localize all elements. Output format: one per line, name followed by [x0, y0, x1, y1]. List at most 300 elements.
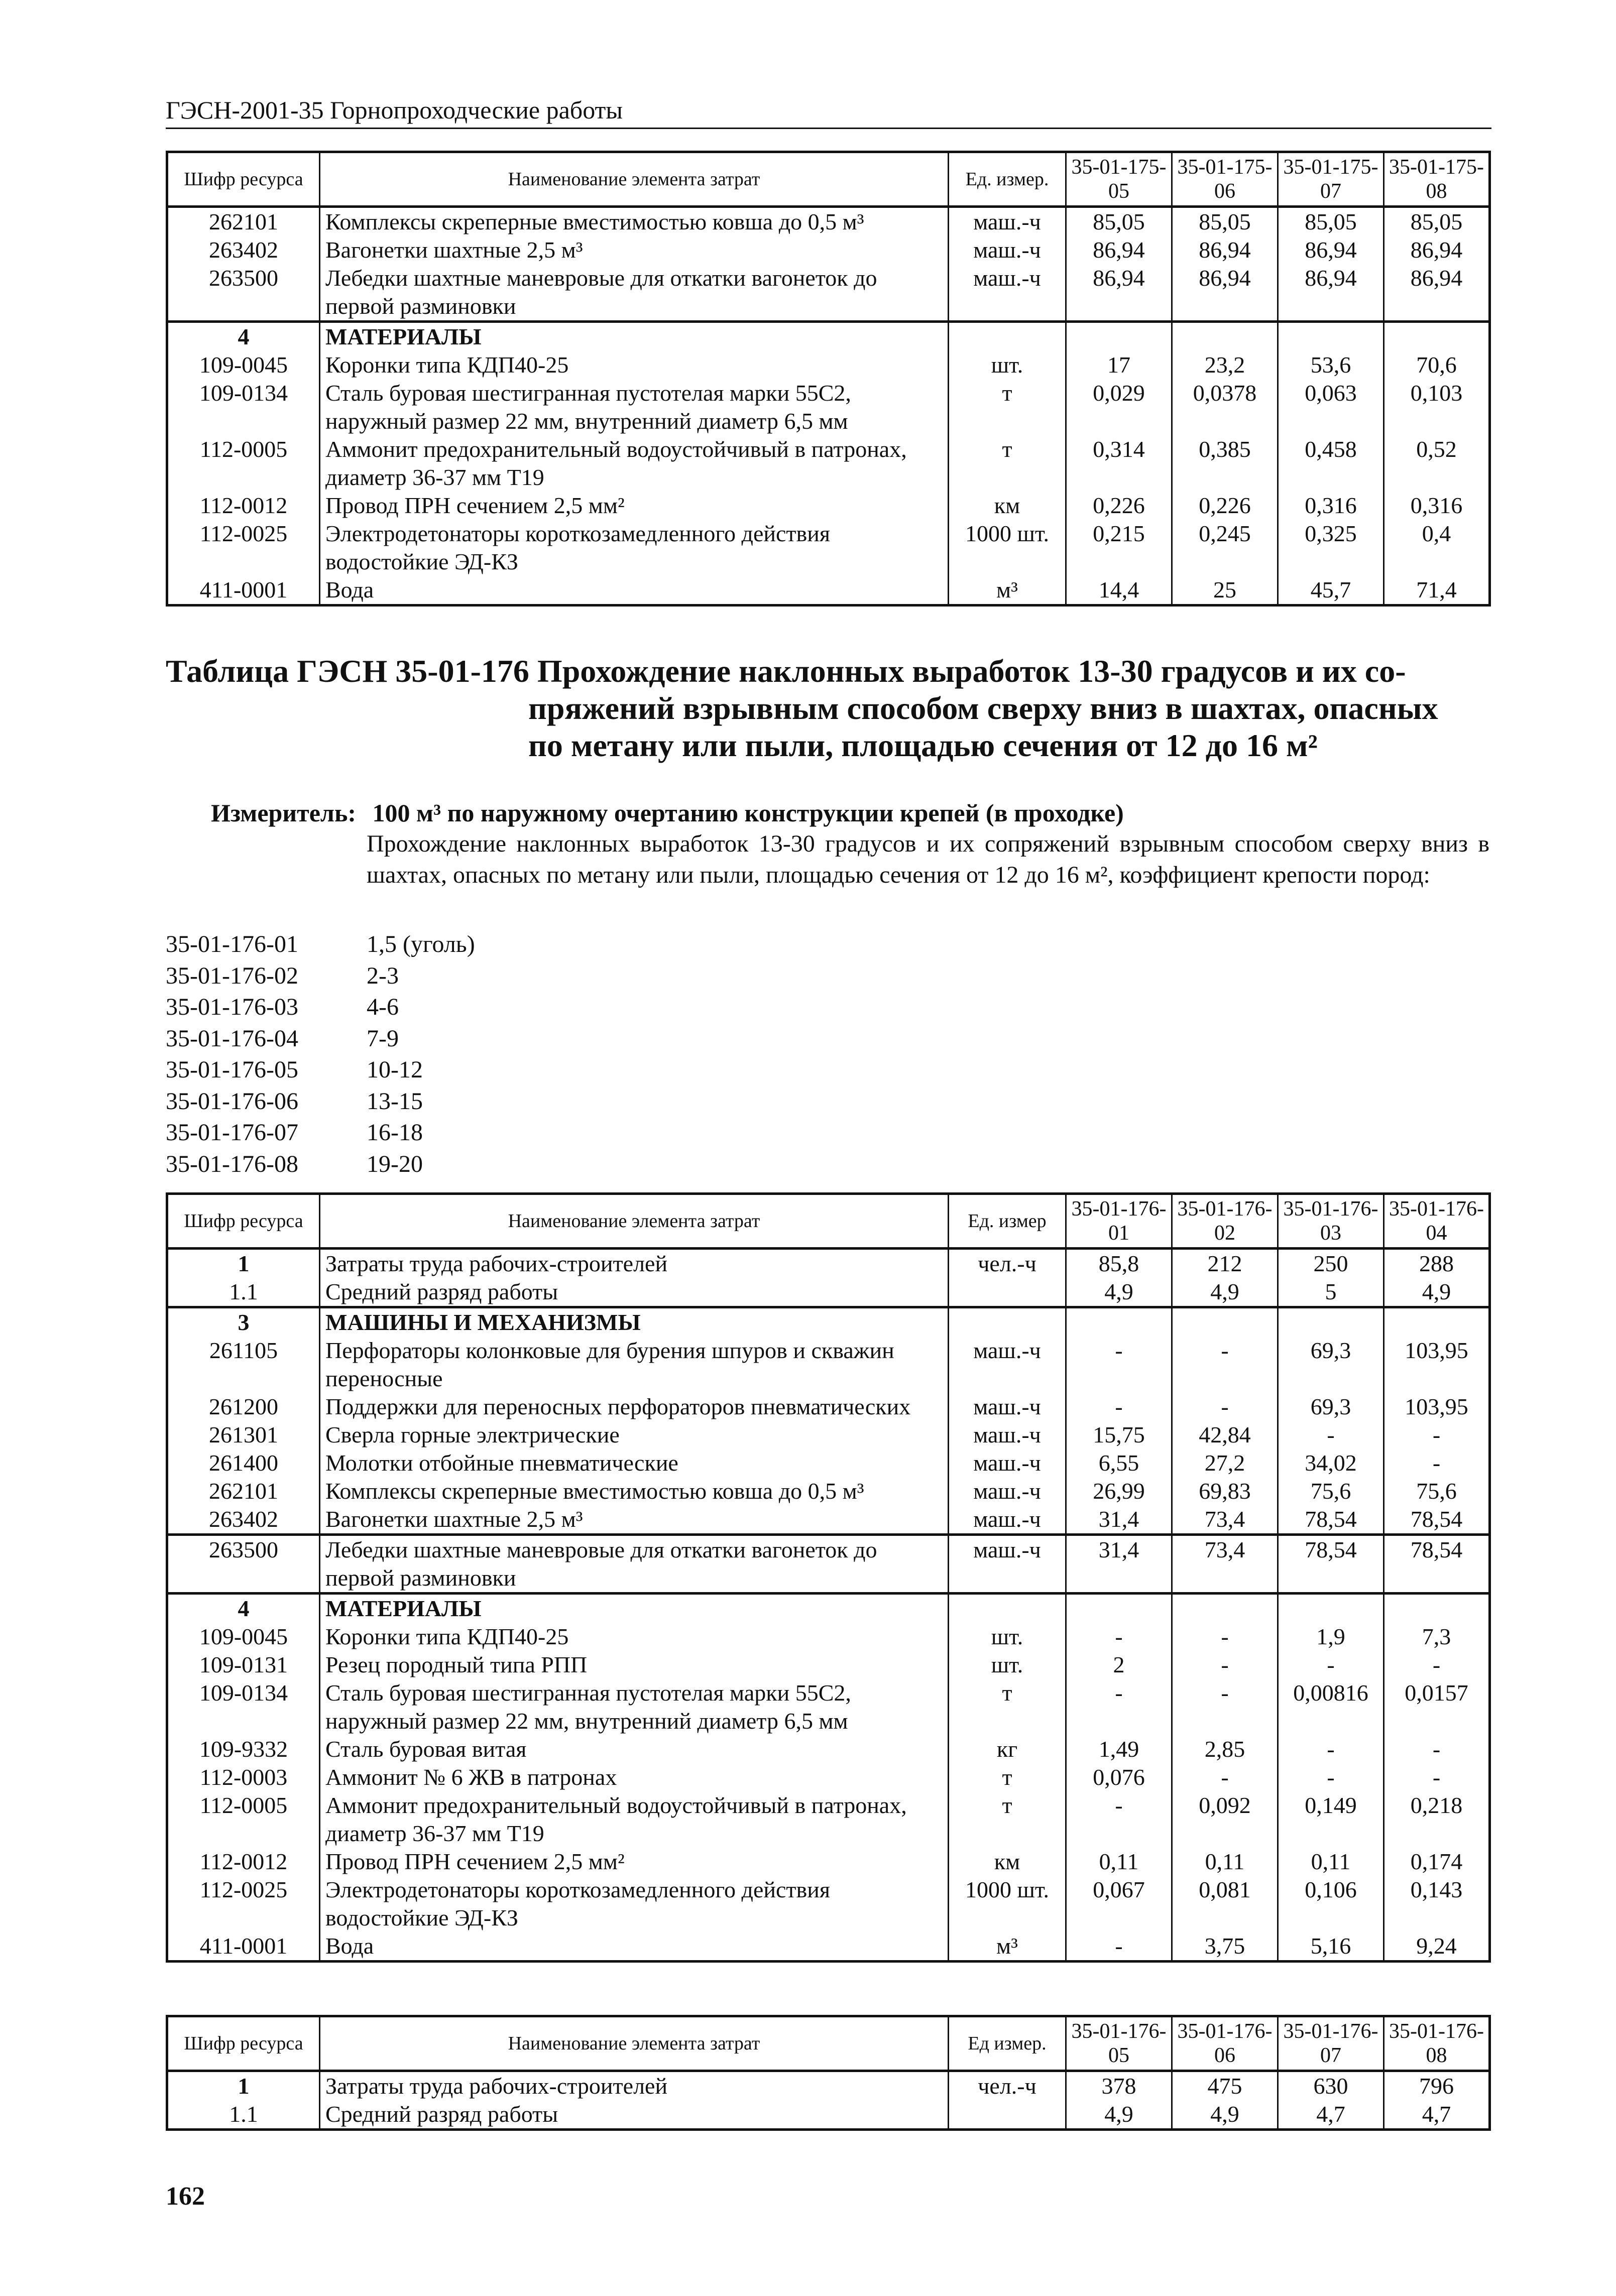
code-list-item	[166, 992, 475, 1023]
norm-value: -	[1384, 1421, 1490, 1449]
resource-unit: шт.	[949, 1623, 1066, 1651]
norm-value	[1384, 322, 1490, 351]
table-row	[167, 1249, 1490, 1278]
resource-name: Аммонит № 6 ЖВ в патронах	[320, 1763, 949, 1791]
norm-value: -	[1384, 1449, 1490, 1477]
resource-name: МАТЕРИАЛЫ	[320, 1594, 949, 1623]
table-row	[167, 1421, 1490, 1449]
norm-value: 15,75	[1066, 1421, 1172, 1449]
resource-code: 112-0005	[167, 1791, 320, 1848]
resource-unit: шт.	[949, 1651, 1066, 1679]
norm-value: 7,3	[1384, 1623, 1490, 1651]
norm-value: 5,16	[1278, 1932, 1384, 1962]
resource-code: 261301	[167, 1421, 320, 1449]
norm-value: 0,081	[1172, 1876, 1278, 1932]
col-header-code: Шифр ресурса	[167, 1194, 320, 1249]
col-header-norm: 35-01-175-05	[1066, 152, 1172, 207]
code-list-item	[166, 1149, 475, 1180]
resource-unit: маш.-ч	[949, 207, 1066, 236]
table-row	[167, 1278, 1490, 1307]
resource-code: 1	[167, 1249, 320, 1278]
resource-code: 4	[167, 1594, 320, 1623]
norm-value: 4,9	[1172, 2100, 1278, 2130]
norm-value	[1278, 1307, 1384, 1337]
norm-value: 0,458	[1278, 435, 1384, 492]
norm-value: -	[1066, 1623, 1172, 1651]
resource-name: Аммонит предохранительный водоустойчивый в патронах, диаметр 36-37 мм Т19	[320, 435, 949, 492]
norm-code: 35-01-176-07	[166, 1119, 298, 1146]
table-row	[167, 1505, 1490, 1535]
resource-unit: м³	[949, 1932, 1066, 1962]
norm-value: 86,94	[1278, 264, 1384, 322]
resource-unit: т	[949, 1791, 1066, 1848]
table-row	[167, 1848, 1490, 1876]
norm-value: 17	[1066, 351, 1172, 379]
norm-value: 0,11	[1172, 1848, 1278, 1876]
title-line-2: пряжений взрывным способом сверху вниз в шахтах, опасных	[528, 690, 1438, 726]
resource-unit: м³	[949, 576, 1066, 606]
section-row	[167, 1307, 1490, 1337]
col-header-norm: 35-01-175-08	[1384, 152, 1490, 207]
col-header-code: Шифр ресурса	[167, 152, 320, 207]
norm-value: 0,215	[1066, 520, 1172, 576]
norm-value: 0,325	[1278, 520, 1384, 576]
resource-name: Сверла горные электрические	[320, 1421, 949, 1449]
table-row	[167, 1535, 1490, 1594]
norm-value: 0,11	[1278, 1848, 1384, 1876]
norm-value: 6,55	[1066, 1449, 1172, 1477]
norm-value: 78,54	[1384, 1505, 1490, 1535]
resource-code: 261400	[167, 1449, 320, 1477]
resource-name: Вода	[320, 576, 949, 606]
norm-value	[1066, 1594, 1172, 1623]
resource-unit: кг	[949, 1735, 1066, 1763]
code-list-item	[166, 1023, 475, 1055]
norm-value: -	[1066, 1393, 1172, 1421]
resource-unit: маш.-ч	[949, 1505, 1066, 1535]
resource-code: 1	[167, 2071, 320, 2101]
resource-unit: маш.-ч	[949, 236, 1066, 264]
rock-hardness: 1,5 (уголь)	[367, 931, 475, 957]
norm-value: 1,9	[1278, 1623, 1384, 1651]
measure	[211, 798, 1124, 827]
resource-code: 112-0025	[167, 1876, 320, 1932]
resource-code: 1.1	[167, 1278, 320, 1307]
resource-code: 411-0001	[167, 1932, 320, 1962]
resource-code: 411-0001	[167, 576, 320, 606]
norm-value: 4,9	[1384, 1278, 1490, 1307]
norm-value: 0,11	[1066, 1848, 1172, 1876]
resource-name: Комплексы скреперные вместимостью ковша до 0,5 м³	[320, 207, 949, 236]
resource-code: 1.1	[167, 2100, 320, 2130]
norm-value: 0,314	[1066, 435, 1172, 492]
norm-value: 0,00816	[1278, 1679, 1384, 1735]
rock-hardness: 13-15	[367, 1087, 423, 1115]
table-row	[167, 435, 1490, 492]
running-header: ГЭСН-2001-35 Горнопроходческие работы	[166, 95, 1491, 129]
title-line-3: по метану или пыли, площадью сечения от 12 до 16 м²	[528, 728, 1318, 763]
resource-name: Лебедки шахтные маневровые для откатки вагонеток до первой разминовки	[320, 1535, 949, 1594]
col-header-unit: Ед. измер.	[949, 152, 1066, 207]
resource-name: Лебедки шахтные маневровые для откатки вагонеток до первой разминовки	[320, 264, 949, 322]
norm-value	[1066, 322, 1172, 351]
norm-value: 0,076	[1066, 1763, 1172, 1791]
resource-code: 109-0045	[167, 1623, 320, 1651]
norm-value: 86,94	[1066, 264, 1172, 322]
resource-name: Средний разряд работы	[320, 2100, 949, 2130]
table-row	[167, 2071, 1490, 2101]
norm-value	[1384, 1307, 1490, 1337]
norm-value: 0,103	[1384, 379, 1490, 435]
norm-value: 212	[1172, 1249, 1278, 1278]
norm-value: 0,52	[1384, 435, 1490, 492]
header-row	[167, 1194, 1490, 1249]
col-header-norm: 35-01-176-01	[1066, 1194, 1172, 1249]
norm-value: 0,092	[1172, 1791, 1278, 1848]
code-list-item	[166, 1117, 475, 1149]
rock-hardness: 7-9	[367, 1025, 399, 1052]
table-row	[167, 492, 1490, 520]
norm-value	[1278, 1594, 1384, 1623]
norm-value: 14,4	[1066, 576, 1172, 606]
norm-value: -	[1066, 1679, 1172, 1735]
resource-name: Резец породный типа РПП	[320, 1651, 949, 1679]
resource-name: Поддержки для переносных перфораторов пневматических	[320, 1393, 949, 1421]
resource-table-176-05-08	[166, 2015, 1491, 2131]
norm-value: 288	[1384, 1249, 1490, 1278]
norm-value: 0,316	[1278, 492, 1384, 520]
norm-value: 4,9	[1066, 1278, 1172, 1307]
section-row	[167, 322, 1490, 351]
resource-unit	[949, 1594, 1066, 1623]
norm-code: 35-01-176-05	[166, 1056, 298, 1083]
resource-code: 112-0012	[167, 492, 320, 520]
resource-code: 263402	[167, 1505, 320, 1535]
norm-value: 0,0157	[1384, 1679, 1490, 1735]
col-header-code: Шифр ресурса	[167, 2016, 320, 2071]
resource-code: 261200	[167, 1393, 320, 1421]
resource-unit	[949, 1307, 1066, 1337]
code-list-item	[166, 1054, 475, 1086]
norm-value: 85,8	[1066, 1249, 1172, 1278]
col-header-name: Наименование элемента затрат	[320, 152, 949, 207]
col-header-norm: 35-01-176-03	[1278, 1194, 1384, 1249]
table-row	[167, 207, 1490, 236]
code-list-item	[166, 960, 475, 992]
col-header-name: Наименование элемента затрат	[320, 1194, 949, 1249]
table-row	[167, 1449, 1490, 1477]
col-header-norm: 35-01-175-07	[1278, 152, 1384, 207]
table-row	[167, 1679, 1490, 1735]
rock-hardness: 16-18	[367, 1119, 423, 1146]
col-header-unit: Ед измер.	[949, 2016, 1066, 2071]
resource-name: Сталь буровая витая	[320, 1735, 949, 1763]
col-header-name: Наименование элемента затрат	[320, 2016, 949, 2071]
resource-unit: т	[949, 1763, 1066, 1791]
norm-value: 475	[1172, 2071, 1278, 2101]
norm-code: 35-01-176-06	[166, 1087, 298, 1115]
resource-code: 262101	[167, 1477, 320, 1505]
norm-value: 0,245	[1172, 520, 1278, 576]
norm-value: 23,2	[1172, 351, 1278, 379]
norm-value: -	[1066, 1932, 1172, 1962]
col-header-norm: 35-01-176-06	[1172, 2016, 1278, 2071]
norm-value: 86,94	[1384, 264, 1490, 322]
norm-value: 27,2	[1172, 1449, 1278, 1477]
resource-name: Провод ПРН сечением 2,5 мм²	[320, 1848, 949, 1876]
table-row	[167, 264, 1490, 322]
rock-hardness: 2-3	[367, 962, 399, 989]
norm-value: 31,4	[1066, 1505, 1172, 1535]
norm-value: 0,4	[1384, 520, 1490, 576]
resource-unit: шт.	[949, 351, 1066, 379]
resource-name: Средний разряд работы	[320, 1278, 949, 1307]
norm-value: 69,3	[1278, 1337, 1384, 1393]
col-header-norm: 35-01-175-06	[1172, 152, 1278, 207]
table-title	[166, 653, 1491, 764]
norm-value: 73,4	[1172, 1535, 1278, 1594]
norm-value: -	[1172, 1679, 1278, 1735]
work-description: Прохождение наклонных выработок 13-30 градусов и их сопряжений взрывным способом сверху вниз в шахтах, опасных по метану или пыли, площадью сечения от 12 до 16 м², коэффициент крепости пород:	[367, 830, 1489, 888]
code-list-item	[166, 1086, 475, 1118]
table-row	[167, 1876, 1490, 1932]
norm-value: 71,4	[1384, 576, 1490, 606]
norm-value: 75,6	[1278, 1477, 1384, 1505]
resource-unit	[949, 322, 1066, 351]
norm-value: -	[1172, 1393, 1278, 1421]
norm-value: 78,54	[1278, 1505, 1384, 1535]
code-list-item	[166, 929, 475, 960]
norm-value: 34,02	[1278, 1449, 1384, 1477]
resource-code: 112-0005	[167, 435, 320, 492]
norm-value: 0,385	[1172, 435, 1278, 492]
norm-value: 78,54	[1278, 1535, 1384, 1594]
norm-value: 0,063	[1278, 379, 1384, 435]
col-header-unit: Ед. измер	[949, 1194, 1066, 1249]
norm-value: -	[1384, 1651, 1490, 1679]
resource-code: 112-0025	[167, 520, 320, 576]
resource-unit: маш.-ч	[949, 264, 1066, 322]
norm-value: 4,9	[1172, 1278, 1278, 1307]
norm-value: 103,95	[1384, 1337, 1490, 1393]
norm-value: -	[1172, 1623, 1278, 1651]
table-row	[167, 576, 1490, 606]
norm-value: 86,94	[1066, 236, 1172, 264]
resource-name: Коронки типа КДП40-25	[320, 351, 949, 379]
measure-label: Измеритель:	[211, 799, 357, 827]
resource-unit: маш.-ч	[949, 1449, 1066, 1477]
norm-value: -	[1278, 1421, 1384, 1449]
norm-value	[1278, 322, 1384, 351]
norm-value: -	[1384, 1763, 1490, 1791]
measure-value: 100 м³ по наружному очертанию конструкции крепей (в проходке)	[372, 799, 1124, 827]
resource-name: Затраты труда рабочих-строителей	[320, 2071, 949, 2101]
norm-value: 26,99	[1066, 1477, 1172, 1505]
resource-code: 3	[167, 1307, 320, 1337]
norm-value: 796	[1384, 2071, 1490, 2101]
norm-value: 9,24	[1384, 1932, 1490, 1962]
table-row	[167, 520, 1490, 576]
table-row	[167, 351, 1490, 379]
norm-value: 0,226	[1066, 492, 1172, 520]
resource-code: 109-0134	[167, 1679, 320, 1735]
resource-name: Сталь буровая шестигранная пустотелая марки 55С2, наружный размер 22 мм, внутренний диаметр 6,5 мм	[320, 379, 949, 435]
rock-hardness: 10-12	[367, 1056, 423, 1083]
norm-value	[1172, 1594, 1278, 1623]
norm-value: 85,05	[1066, 207, 1172, 236]
table-row	[167, 236, 1490, 264]
norm-value: 0,067	[1066, 1876, 1172, 1932]
table-row	[167, 1763, 1490, 1791]
resource-name: Вода	[320, 1932, 949, 1962]
norm-code: 35-01-176-08	[166, 1150, 298, 1177]
resource-unit: т	[949, 1679, 1066, 1735]
resource-code: 112-0012	[167, 1848, 320, 1876]
norm-value: 103,95	[1384, 1393, 1490, 1421]
norm-value	[1172, 322, 1278, 351]
norm-value: 69,83	[1172, 1477, 1278, 1505]
norm-value: 85,05	[1384, 207, 1490, 236]
norm-value: -	[1278, 1735, 1384, 1763]
norm-value: 0,226	[1172, 492, 1278, 520]
code-list	[166, 929, 475, 1180]
norm-value: 0,149	[1278, 1791, 1384, 1848]
col-header-norm: 35-01-176-07	[1278, 2016, 1384, 2071]
norm-value: -	[1278, 1651, 1384, 1679]
col-header-norm: 35-01-176-08	[1384, 2016, 1490, 2071]
norm-value: 0,029	[1066, 379, 1172, 435]
norm-value: 42,84	[1172, 1421, 1278, 1449]
resource-table-176-01-04	[166, 1192, 1491, 1963]
resource-unit: маш.-ч	[949, 1393, 1066, 1421]
resource-unit: т	[949, 435, 1066, 492]
table-row	[167, 1393, 1490, 1421]
norm-code: 35-01-176-04	[166, 1025, 298, 1052]
resource-code: 109-0045	[167, 351, 320, 379]
header-row	[167, 2016, 1490, 2071]
resource-unit: км	[949, 492, 1066, 520]
resource-unit: 1000 шт.	[949, 1876, 1066, 1932]
norm-value: 45,7	[1278, 576, 1384, 606]
resource-code: 112-0003	[167, 1763, 320, 1791]
resource-unit	[949, 2100, 1066, 2130]
norm-value: 69,3	[1278, 1393, 1384, 1421]
resource-unit: маш.-ч	[949, 1535, 1066, 1594]
resource-name: Комплексы скреперные вместимостью ковша до 0,5 м³	[320, 1477, 949, 1505]
norm-value: 31,4	[1066, 1535, 1172, 1594]
norm-value: 78,54	[1384, 1535, 1490, 1594]
norm-value: 86,94	[1278, 236, 1384, 264]
norm-value	[1384, 1594, 1490, 1623]
resource-code: 263500	[167, 264, 320, 322]
resource-name: Электродетонаторы короткозамедленного действия водостойкие ЭД-КЗ	[320, 520, 949, 576]
norm-value	[1172, 1307, 1278, 1337]
resource-name: Аммонит предохранительный водоустойчивый в патронах, диаметр 36-37 мм Т19	[320, 1791, 949, 1848]
norm-value: 2,85	[1172, 1735, 1278, 1763]
page-number: 162	[166, 2182, 205, 2211]
resource-name: Коронки типа КДП40-25	[320, 1623, 949, 1651]
norm-value: 4,7	[1384, 2100, 1490, 2130]
resource-name: Перфораторы колонковые для бурения шпуров и скважин переносные	[320, 1337, 949, 1393]
resource-code: 262101	[167, 207, 320, 236]
resource-unit: т	[949, 379, 1066, 435]
resource-table-175	[166, 151, 1491, 607]
norm-value: 0,0378	[1172, 379, 1278, 435]
norm-value: 73,4	[1172, 1505, 1278, 1535]
norm-code: 35-01-176-01	[166, 931, 298, 957]
resource-name: МАТЕРИАЛЫ	[320, 322, 949, 351]
col-header-norm: 35-01-176-02	[1172, 1194, 1278, 1249]
norm-value: 0,316	[1384, 492, 1490, 520]
norm-value	[1066, 1307, 1172, 1337]
norm-value: 3,75	[1172, 1932, 1278, 1962]
norm-value: 630	[1278, 2071, 1384, 2101]
resource-name: Вагонетки шахтные 2,5 м³	[320, 236, 949, 264]
resource-unit: маш.-ч	[949, 1421, 1066, 1449]
norm-value: -	[1066, 1791, 1172, 1848]
norm-value: 4,9	[1066, 2100, 1172, 2130]
norm-value: 378	[1066, 2071, 1172, 2101]
resource-code: 261105	[167, 1337, 320, 1393]
norm-value: 0,174	[1384, 1848, 1490, 1876]
table-row	[167, 1932, 1490, 1962]
norm-value: 4,7	[1278, 2100, 1384, 2130]
table-row	[167, 1651, 1490, 1679]
norm-value: -	[1066, 1337, 1172, 1393]
norm-value: 70,6	[1384, 351, 1490, 379]
section-row	[167, 1594, 1490, 1623]
table-row	[167, 1623, 1490, 1651]
norm-value: 1,49	[1066, 1735, 1172, 1763]
resource-code: 109-0134	[167, 379, 320, 435]
rock-hardness: 4-6	[367, 994, 399, 1020]
norm-value: 53,6	[1278, 351, 1384, 379]
norm-code: 35-01-176-02	[166, 962, 298, 989]
norm-value: 5	[1278, 1278, 1384, 1307]
norm-value: 85,05	[1172, 207, 1278, 236]
resource-name: МАШИНЫ И МЕХАНИЗМЫ	[320, 1307, 949, 1337]
title-line-1: Таблица ГЭСН 35-01-176 Прохождение наклонных выработок 13-30 градусов и их со-	[166, 653, 1406, 689]
resource-code: 263402	[167, 236, 320, 264]
resource-name: Провод ПРН сечением 2,5 мм²	[320, 492, 949, 520]
header-row	[167, 152, 1490, 207]
resource-unit: чел.-ч	[949, 1249, 1066, 1278]
col-header-norm: 35-01-176-04	[1384, 1194, 1490, 1249]
norm-value: 0,106	[1278, 1876, 1384, 1932]
resource-unit: 1000 шт.	[949, 520, 1066, 576]
resource-name: Молотки отбойные пневматические	[320, 1449, 949, 1477]
norm-value: -	[1172, 1763, 1278, 1791]
norm-value: 250	[1278, 1249, 1384, 1278]
col-header-norm: 35-01-176-05	[1066, 2016, 1172, 2071]
norm-value: 86,94	[1384, 236, 1490, 264]
norm-value: -	[1384, 1735, 1490, 1763]
resource-name: Вагонетки шахтные 2,5 м³	[320, 1505, 949, 1535]
resource-unit: км	[949, 1848, 1066, 1876]
table-row	[167, 1477, 1490, 1505]
resource-code: 263500	[167, 1535, 320, 1594]
table-row	[167, 1337, 1490, 1393]
norm-value: 85,05	[1278, 207, 1384, 236]
norm-value: 75,6	[1384, 1477, 1490, 1505]
norm-value: 25	[1172, 576, 1278, 606]
table-row	[167, 1735, 1490, 1763]
resource-unit	[949, 1278, 1066, 1307]
resource-code: 109-9332	[167, 1735, 320, 1763]
norm-value: 0,218	[1384, 1791, 1490, 1848]
resource-code: 109-0131	[167, 1651, 320, 1679]
norm-value: 0,143	[1384, 1876, 1490, 1932]
